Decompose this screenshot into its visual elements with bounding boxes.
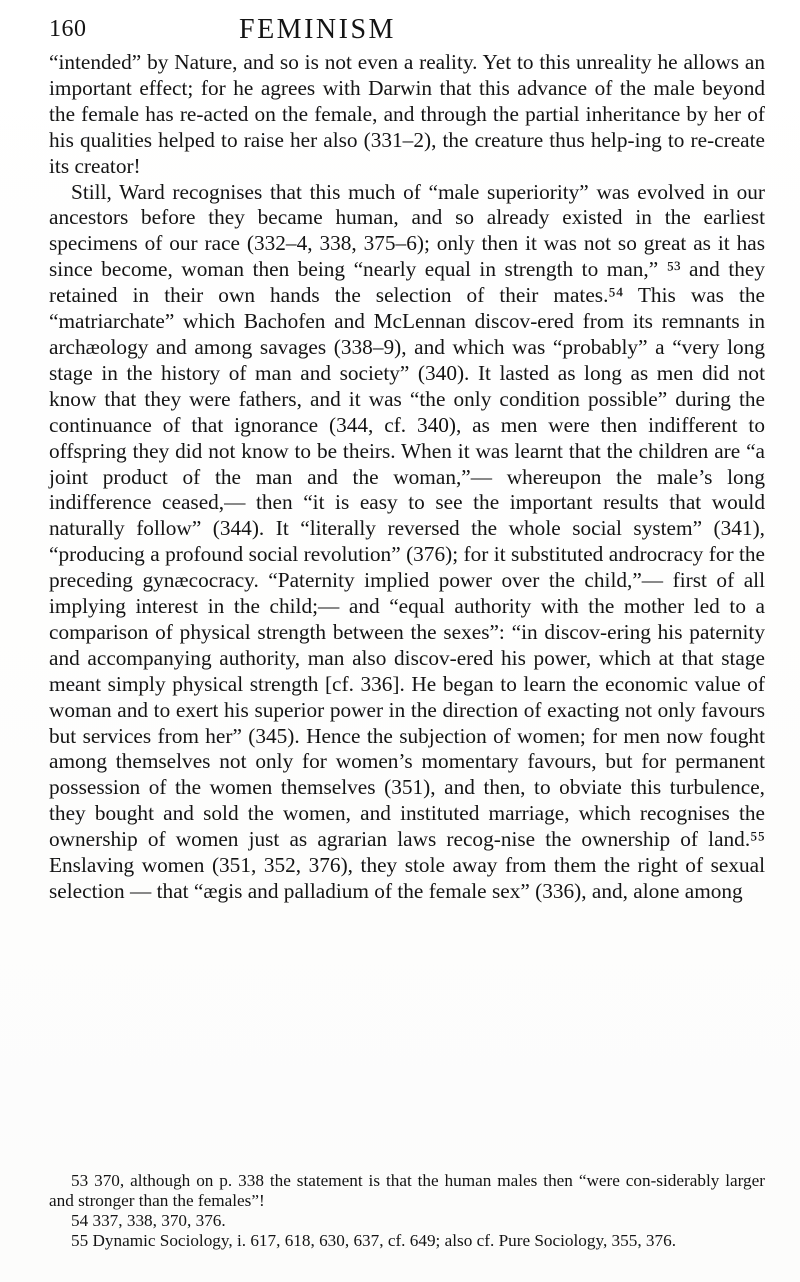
running-title: FEMINISM xyxy=(239,14,396,45)
paragraph-2: Still, Ward recognises that this much of “male superiority” was evolved in our ancestors before they became human, and so already existed in the earliest specimens of our race (332–4, 338, 375–6); only then it was not so great as it has since become, woman then being “nearly equal in strength to man,” ⁵³ and they retained in their own hands the selection of their mates.⁵⁴ This was the “matriarchate” which Bachofen and McLennan discov-ered from its remnants in archæology and among savages (338–9), and which was “probably” a “very long stage in the history of man and society” (340). It lasted as long as men did not know that they were fathers, and it was “the only condition possible” during the continuance of that ignorance (344, cf. 340), as men were then indifferent to offspring they did not know to be theirs. When it was learnt that the children are “a joint product of the man and the woman,”— whereupon the male’s long indifference ceased,— then “it is easy to see the important results that would naturally follow” (344). It “literally reversed the whole social system” (341), “producing a profound social revolution” (376); for it substituted androcracy for the preceding gynæcocracy. “Paternity implied power over the child,”— first of all implying interest in the child;— and “equal authority with the mother led to a comparison of physical strength between the sexes”: “in discov-ering his paternity and accompanying authority, man also discov-ered his power, which at that stage meant simply physical strength [cf. 336]. He began to learn the economic value of woman and to exert his superior power in the direction of exacting not only favours but services from her” (345). Hence the subjection of women; for men now fought among themselves not only for women’s momentary favours, but for permanent possession of the women themselves (351), and then, to obviate this turbulence, they bought and sold the women, and instituted marriage, which recognises the ownership of women just as agrarian laws recog-nise the ownership of land.⁵⁵ Enslaving women (351, 352, 376), they stole away from them the right of sexual selection — that “ægis and palladium of the female sex” (336), and, alone among xyxy=(49,179,765,903)
footnote-55: 55 Dynamic Sociology, i. 617, 618, 630, 637, cf. 649; also cf. Pure Sociology, 355, 376. xyxy=(71,1231,677,1250)
running-head xyxy=(49,14,749,50)
body-text xyxy=(49,50,765,905)
footnote-53: 53 370, although on p. 338 the statement is that the human males then “were con-siderably larger and stronger than the females”! xyxy=(49,1171,765,1210)
paragraph-1: “intended” by Nature, and so is not even a reality. Yet to this unreality he allows an important effect; for he agrees with Darwin that this advance of the male beyond the female has re-acted on the female, and through the partial inheritance by her of his qualities helped to raise her also (331–2), the creature thus help-ing to re-create its creator! xyxy=(49,50,765,178)
footnote-54: 54 337, 338, 370, 376. xyxy=(71,1211,226,1230)
footnotes xyxy=(49,1171,765,1251)
page-number: 160 xyxy=(49,16,87,42)
